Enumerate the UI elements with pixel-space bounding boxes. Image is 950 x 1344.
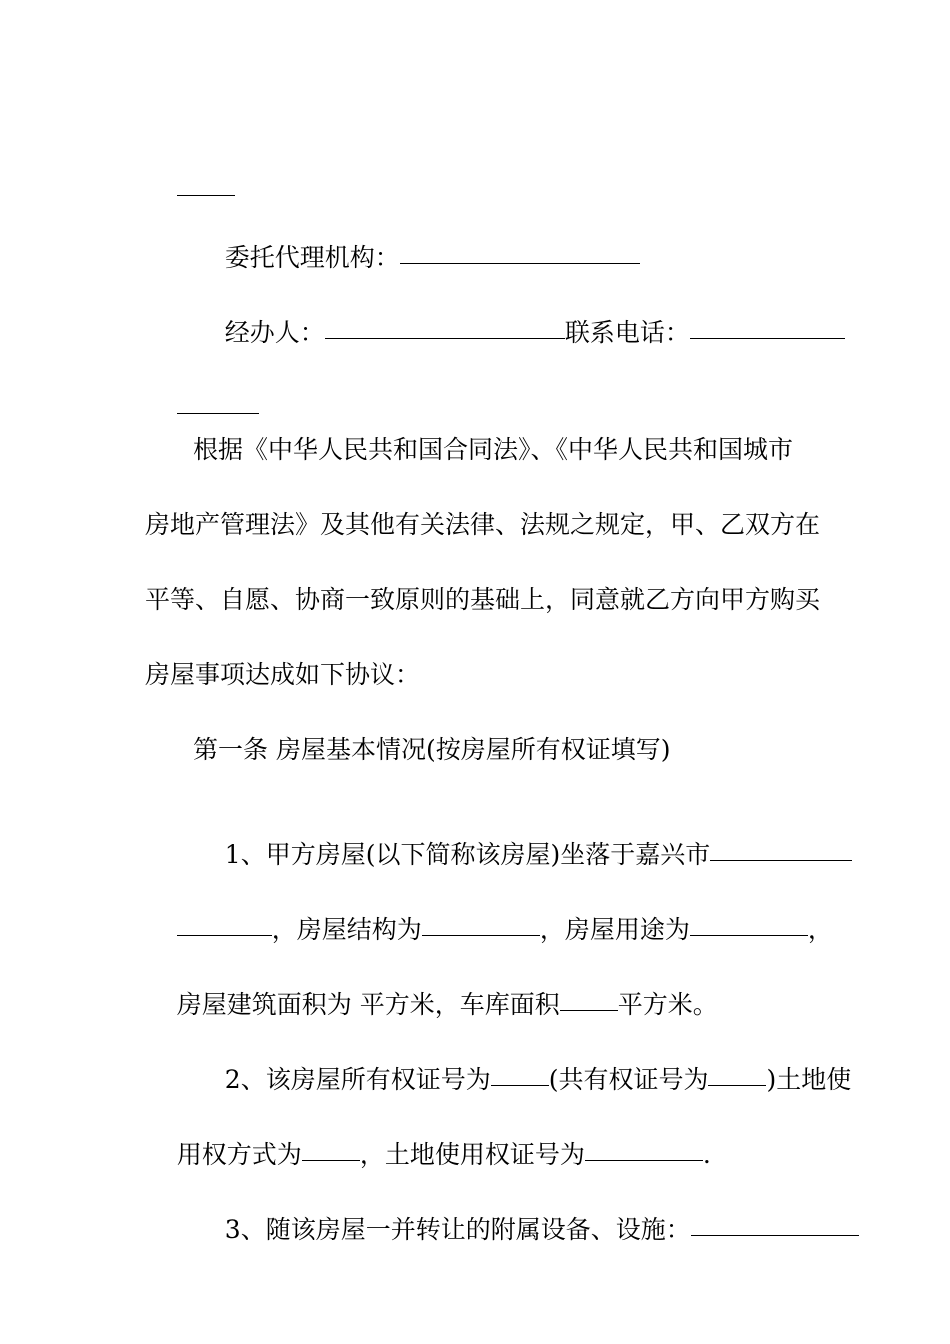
clause-text: 1、甲方房屋(以下简称该房屋)坐落于嘉兴市	[224, 840, 711, 869]
article-heading: 第一条 房屋基本情况(按房屋所有权证填写)	[193, 735, 671, 764]
clause-text: )土地使	[766, 1065, 852, 1094]
phone-label: 联系电话：	[564, 318, 690, 347]
handler-label: 经办人：	[224, 318, 325, 347]
title-cert-blank	[491, 1084, 549, 1086]
fill-in-blank	[177, 412, 259, 414]
usage-blank	[690, 934, 808, 936]
clause-text: 3、随该房屋一并转让的附属设备、设施：	[224, 1215, 691, 1244]
clause-text: 用权方式为	[176, 1140, 302, 1169]
structure-blank	[422, 934, 540, 936]
clause-text: (共有权证号为	[548, 1065, 709, 1094]
fixtures-blank	[691, 1234, 859, 1236]
location-blank	[710, 859, 852, 861]
clause-text: 2、该房屋所有权证号为	[224, 1065, 491, 1094]
co-owner-cert-blank	[708, 1084, 766, 1086]
paragraph-line: 房地产管理法》及其他有关法律、法规之规定，甲、乙双方在	[145, 510, 821, 539]
clause-text: ，	[807, 915, 833, 944]
fill-in-blank	[177, 194, 235, 196]
clause-text: 平方米。	[617, 990, 718, 1019]
land-cert-blank	[585, 1159, 703, 1161]
paragraph-line: 房屋事项达成如下协议：	[145, 660, 421, 689]
phone-blank	[690, 337, 845, 339]
clause-text: 房屋建筑面积为 平方米，车库面积	[176, 990, 560, 1019]
clause-text: ，土地使用权证号为	[359, 1140, 585, 1169]
agency-label: 委托代理机构：	[224, 243, 400, 272]
land-use-method-blank	[302, 1159, 360, 1161]
clause-text: ，房屋结构为	[271, 915, 422, 944]
clause-text: .	[702, 1140, 711, 1169]
location-blank-cont	[177, 934, 272, 936]
handler-blank	[325, 337, 565, 339]
document-line	[0, 1185, 950, 1275]
clause-text: ，房屋用途为	[539, 915, 690, 944]
garage-area-blank	[560, 1009, 618, 1011]
agency-blank	[400, 262, 640, 264]
paragraph-line: 平等、自愿、协商一致原则的基础上，同意就乙方向甲方购买	[145, 585, 821, 614]
paragraph-line: 根据《中华人民共和国合同法》、《中华人民共和国城市	[193, 435, 794, 464]
